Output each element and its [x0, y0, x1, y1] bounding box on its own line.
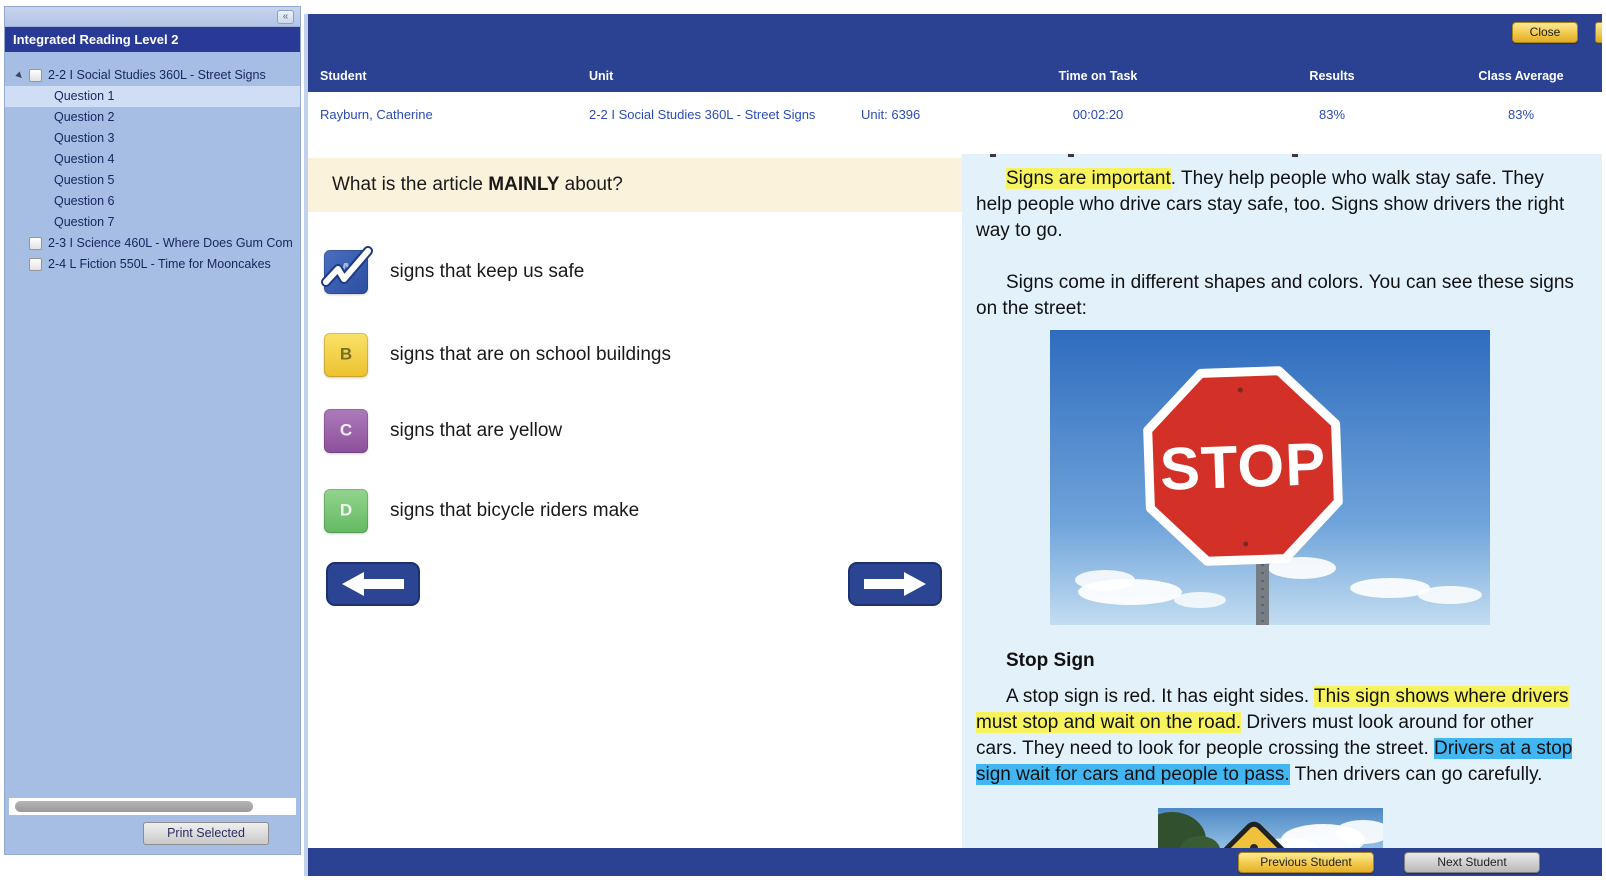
tree-item-unit-2-3[interactable]: ▶ 2-3 I Science 460L - Where Does Gum Com	[5, 233, 300, 254]
passage-text: Drivers must look around for other cars. They need to look for people crossing the street.	[976, 712, 1534, 759]
previous-question-button[interactable]	[326, 562, 420, 606]
results-value: 83%	[1318, 107, 1346, 122]
right-arrow-icon	[862, 570, 928, 598]
tree-item-unit-2-2[interactable]: ▶ 2-2 I Social Studies 360L - Street Signs	[5, 65, 300, 86]
unit-checkbox[interactable]	[29, 258, 42, 271]
sidebar	[4, 6, 301, 855]
column-results: Results	[1309, 69, 1355, 83]
next-student-button[interactable]: Next Student	[1404, 852, 1540, 873]
column-unit: Unit	[589, 69, 614, 83]
student-name: Rayburn, Catherine	[320, 107, 433, 122]
passage-paragraph-1	[976, 166, 1576, 244]
passage-text: A stop sign is red. It has eight sides.	[1006, 686, 1315, 707]
time-on-task-value: 00:02:20	[1072, 107, 1124, 122]
tree-item-question-5[interactable]: Question 5	[54, 173, 115, 187]
tree-item-unit-2-4[interactable]: ▶ 2-4 L Fiction 550L - Time for Mooncakes	[5, 254, 300, 275]
tree-item-question-2[interactable]: Question 2	[54, 110, 115, 124]
class-average-value: 83%	[1507, 107, 1535, 122]
results-header-bar	[308, 14, 1602, 92]
prompt-text: What is the article	[332, 174, 489, 195]
column-student: Student	[320, 69, 367, 83]
passage-text: . They help people who walk stay safe. They help people who drive cars stay safe, too. Signs show drivers the right way to go.	[976, 168, 1565, 241]
unit-checkbox[interactable]	[29, 69, 42, 82]
passage-paragraph-2: Signs come in different shapes and colors. You can see these signs on the street:	[976, 272, 1574, 319]
prompt-bold-text: MAINLY	[488, 174, 560, 195]
question-prompt	[308, 158, 962, 212]
prompt-text: about?	[559, 174, 623, 195]
passage-text: Then drivers can go carefully.	[1289, 764, 1543, 785]
clipped-text-artifact	[1292, 154, 1298, 157]
main-panel	[308, 0, 1602, 880]
scrollbar-thumb[interactable]	[15, 801, 253, 812]
answer-d-icon: D	[324, 489, 368, 533]
footer-bar	[308, 848, 1602, 876]
tree-expanded-icon[interactable]: ▶	[14, 70, 26, 81]
question-review-content	[308, 140, 1602, 848]
tree-item-question-3[interactable]: Question 3	[54, 131, 115, 145]
tree-item-question-6[interactable]: Question 6	[54, 194, 115, 208]
answer-a-selected-icon: A	[324, 250, 368, 294]
highlighted-text: Signs are important	[1006, 168, 1171, 189]
column-class-average: Class Average	[1478, 69, 1564, 83]
previous-student-button[interactable]: Previous Student	[1238, 852, 1374, 873]
answer-c-icon: C	[324, 409, 368, 453]
student-result-row	[308, 92, 1602, 140]
sidebar-horizontal-scrollbar[interactable]	[9, 798, 296, 815]
column-time-on-task: Time on Task	[1058, 69, 1138, 83]
reading-passage-panel	[962, 154, 1602, 848]
clipped-text-artifact	[990, 154, 996, 157]
print-selected-button[interactable]: Print Selected	[143, 822, 269, 845]
passage-paragraph-3	[976, 684, 1576, 788]
unit-checkbox[interactable]	[29, 237, 42, 250]
passage-section-heading: Stop Sign	[1006, 650, 1095, 671]
close-button-edge	[1595, 22, 1602, 43]
left-arrow-icon	[340, 570, 406, 598]
stop-sign-photo	[1050, 330, 1490, 625]
collapse-sidebar-icon[interactable]: «	[277, 10, 294, 24]
answer-b-icon: B	[324, 333, 368, 377]
unit-number: Unit: 6396	[861, 107, 921, 122]
warning-sign-photo	[1158, 808, 1383, 848]
tree-item-question-4[interactable]: Question 4	[54, 152, 115, 166]
tree-item-question-1[interactable]: Question 1	[5, 86, 300, 107]
unit-name: 2-2 I Social Studies 360L - Street Signs	[589, 107, 816, 122]
close-button[interactable]: Close	[1512, 22, 1578, 43]
tree-collapsed-icon[interactable]: ▶	[16, 239, 24, 248]
question-column: What is the article MAINLY about? A signs that keep us safe B signs that are on school buildings C signs that are yellow D signs that bicycle riders make	[308, 140, 962, 848]
tree-item-question-7[interactable]: Question 7	[54, 215, 115, 229]
highlighted-text: Drivers at a stop sign wait for cars and people to pass.	[976, 738, 1573, 785]
next-question-button[interactable]	[848, 562, 942, 606]
stop-sign-text: STOP	[1158, 430, 1328, 503]
clipped-text-artifact	[1068, 154, 1074, 157]
highlighted-text: This sign shows where drivers must stop and wait on the road.	[976, 686, 1569, 733]
stop-sign-octagon	[1146, 369, 1340, 563]
sidebar-title: Integrated Reading Level 2	[5, 27, 300, 52]
tree-collapsed-icon[interactable]: ▶	[16, 260, 24, 269]
sidebar-top-strip	[5, 7, 300, 27]
unit-question-tree	[5, 53, 300, 275]
